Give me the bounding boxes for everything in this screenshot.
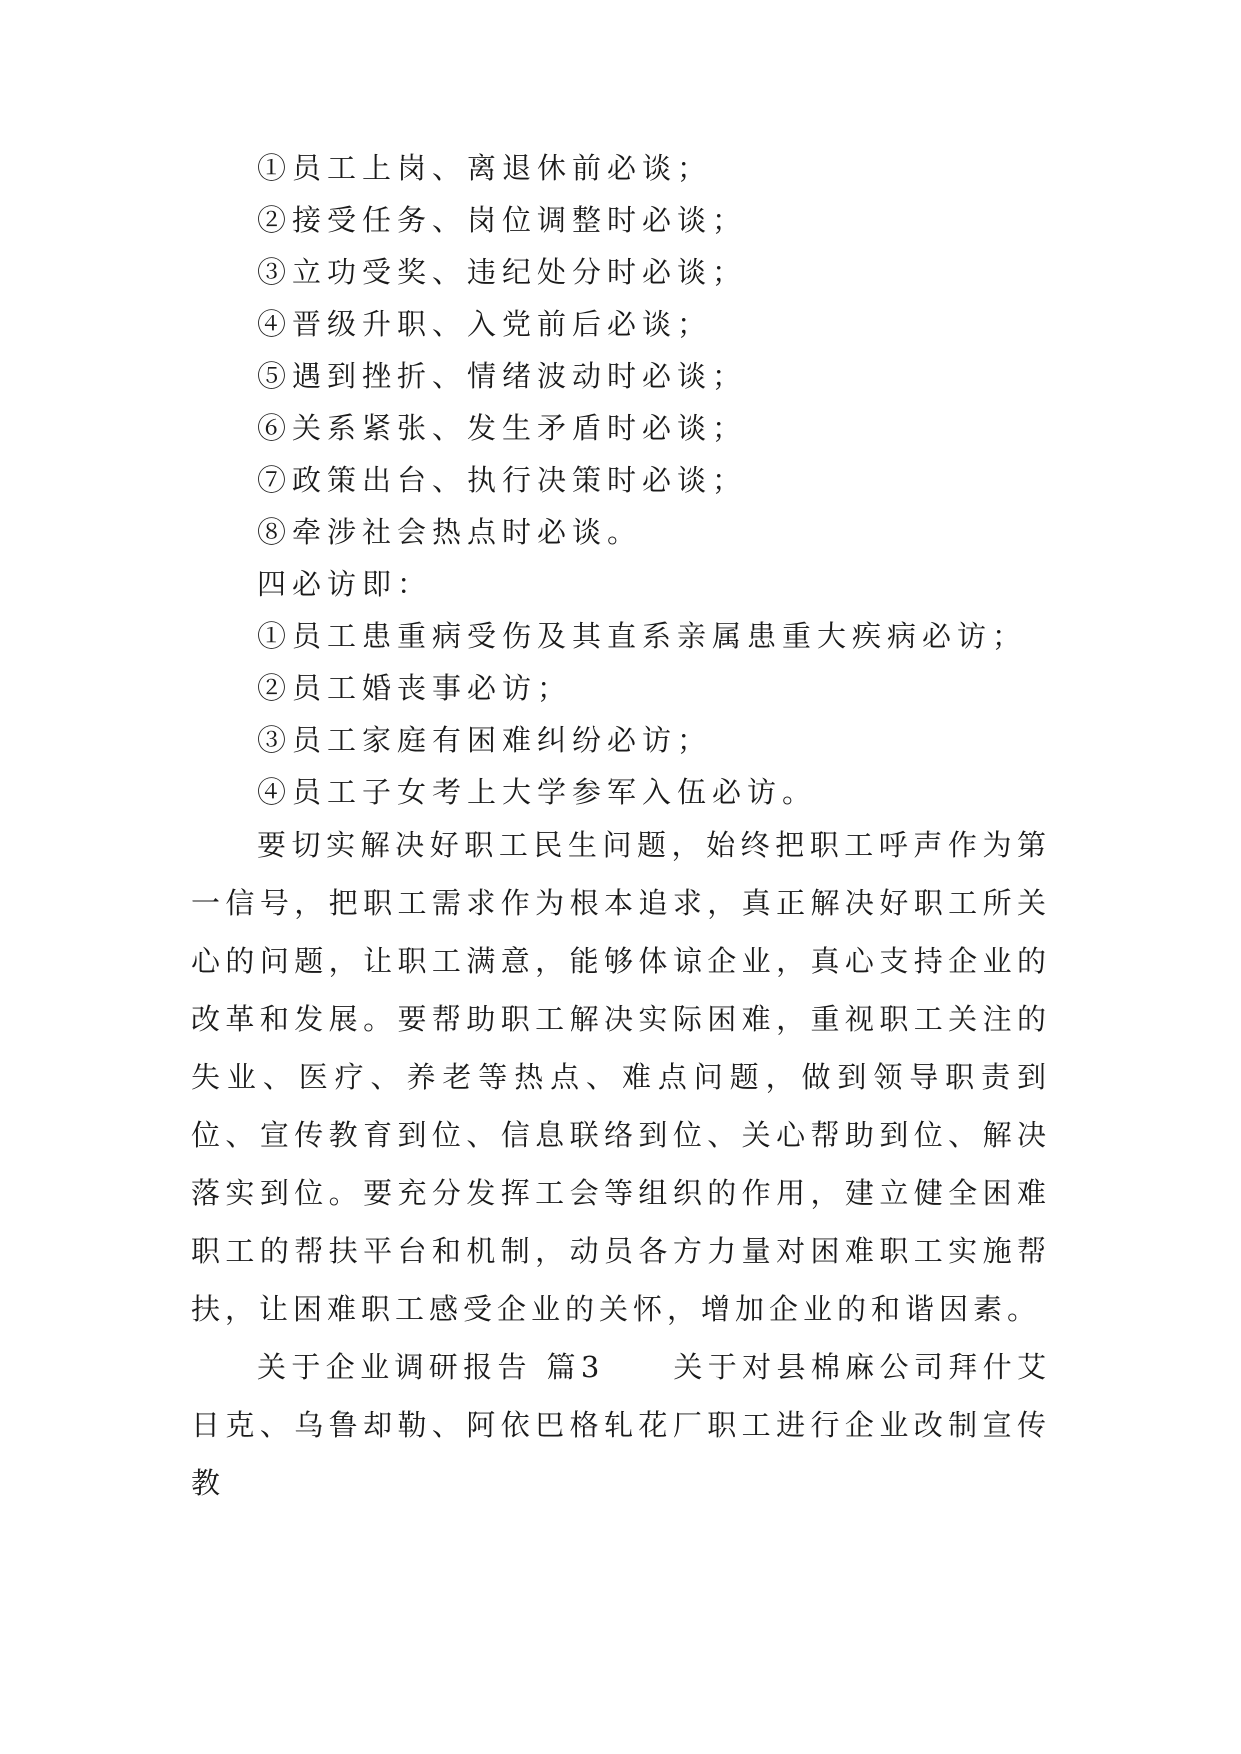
talk-item-4: ④晋级升职、入党前后必谈； (257, 307, 713, 341)
next-section-paragraph: 关于企业调研报告 篇3 关于对县棉麻公司拜什艾日克、乌鲁却勒、阿依巴格轧花厂职工进行企业改制宣传教 (191, 1350, 1051, 1500)
visit-item-2: ②员工婚丧事必访； (257, 671, 573, 705)
talk-item-8: ⑧牵涉社会热点时必谈。 (257, 515, 643, 549)
visit-item-4: ④员工子女考上大学参军入伍必访。 (257, 775, 818, 809)
visit-item-3: ③员工家庭有困难纠纷必访； (257, 723, 713, 757)
talk-item-2: ②接受任务、岗位调整时必谈； (257, 203, 748, 237)
talk-item-6: ⑥关系紧张、发生矛盾时必谈； (257, 411, 748, 445)
talk-item-3: ③立功受奖、违纪处分时必谈； (257, 255, 748, 289)
main-paragraph: 要切实解决好职工民生问题，始终把职工呼声作为第一信号，把职工需求作为根本追求，真正解决好职工所关心的问题，让职工满意，能够体谅企业，真心支持企业的改革和发展。要帮助职工解决实际困难，重视职工关注的失业、医疗、养老等热点、难点问题，做到领导职责到位、宣传教育到位、信息联络到位、关心帮助到位、解决落实到位。要充分发挥工会等组织的作用，建立健全困难职工的帮扶平台和机制，动员各方力量对困难职工实施帮扶，让困难职工感受企业的关怀，增加企业的和谐因素。 (191, 828, 1051, 1326)
talk-item-5: ⑤遇到挫折、情绪波动时必谈； (257, 359, 748, 393)
talk-item-1: ①员工上岗、离退休前必谈； (257, 151, 713, 185)
visit-heading: 四必访即： (257, 567, 433, 601)
visit-item-1: ①员工患重病受伤及其直系亲属患重大疾病必访； (257, 619, 1028, 653)
talk-item-7: ⑦政策出台、执行决策时必谈； (257, 463, 748, 497)
